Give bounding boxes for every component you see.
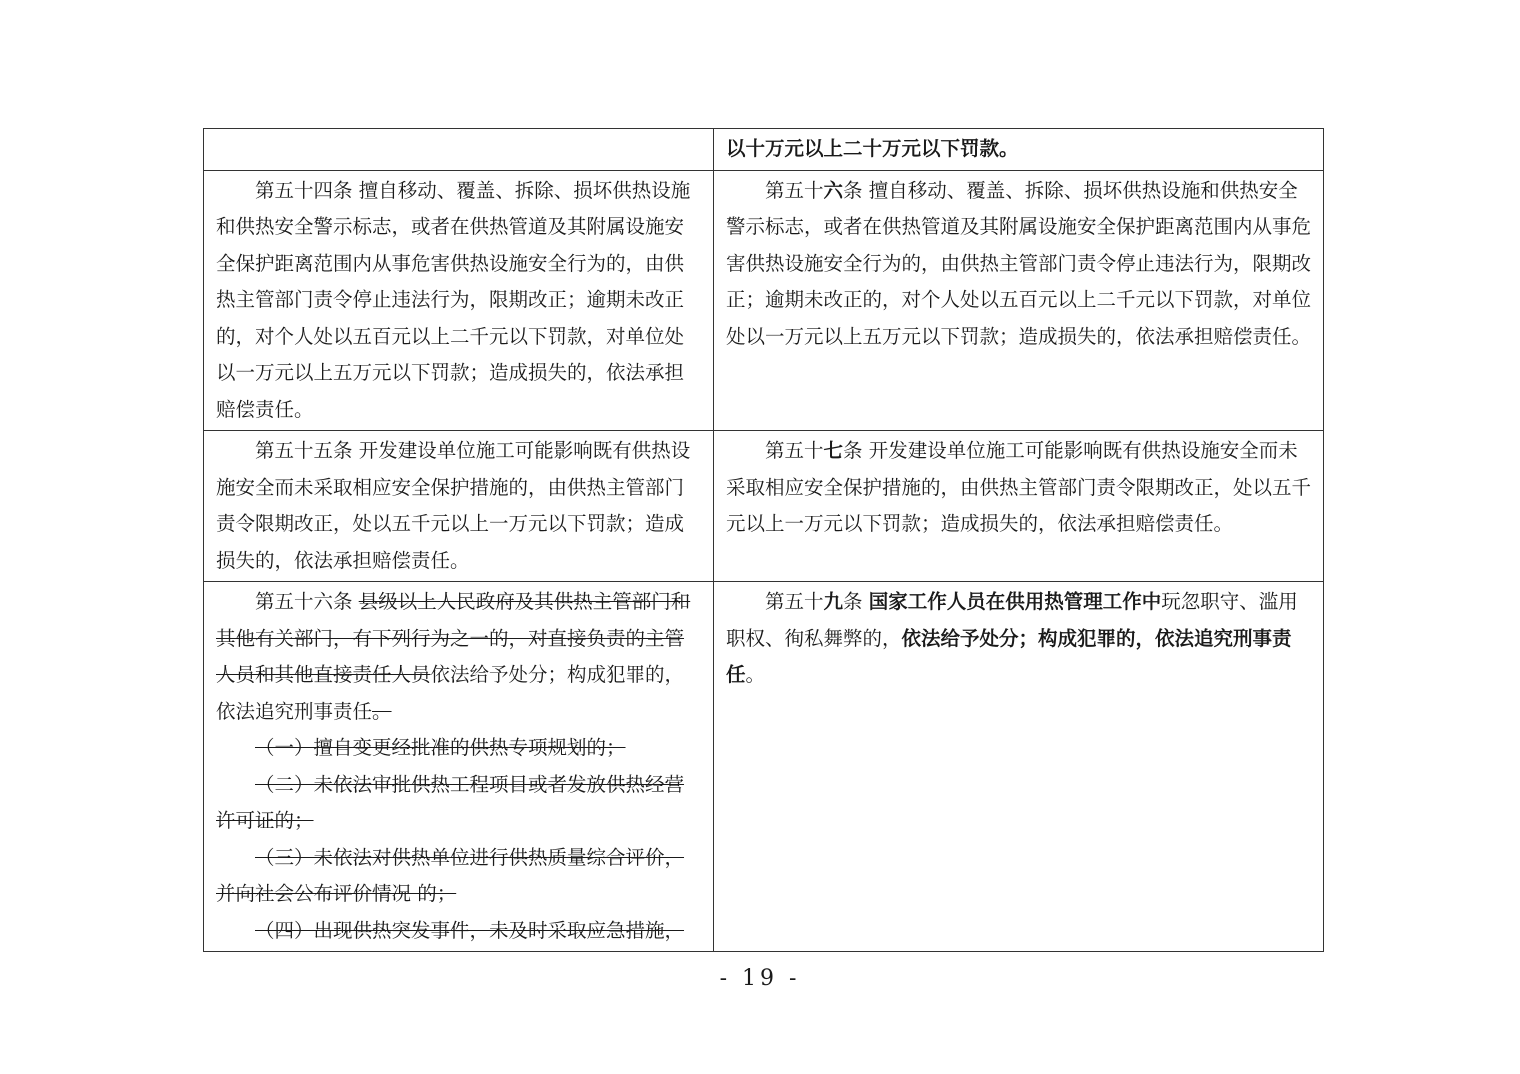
article-prefix: 第五十 xyxy=(765,178,824,202)
article-body: 。 xyxy=(745,663,766,686)
article-body: 条 xyxy=(843,590,869,613)
old-text-cell xyxy=(204,170,714,431)
table-row xyxy=(204,582,1324,952)
new-article-57 xyxy=(726,433,1313,543)
table-row xyxy=(204,170,1324,431)
article-prefix: 第五十 xyxy=(765,590,824,613)
new-article-56 xyxy=(726,173,1313,356)
table-row xyxy=(204,129,1324,171)
article-body: 玩忽职守、滥用职权、徇私舞弊的， xyxy=(726,590,1298,650)
added-text: 依法给予处分；构成犯罪的，依法追究刑事责任 xyxy=(726,626,1292,686)
deleted-item-3: （三）未依法对供热单位进行供热质量综合评价，并向社会公布评价情况 的； xyxy=(216,845,685,905)
article-body: 依法给予处分；构成犯罪的，依法追究刑事责任 xyxy=(216,663,685,723)
new-text-cell xyxy=(714,582,1324,952)
old-text-cell xyxy=(204,582,714,952)
deleted-text: 县级以上人民政府及其供热主管部门和其他有关部门，有下列行为之一的，对直接负责的主管人员和其他直接责任人员 xyxy=(216,590,691,686)
old-article-56 xyxy=(216,584,703,730)
article-prefix: 第五十六条 xyxy=(255,590,359,613)
new-text-cell xyxy=(714,129,1324,171)
comparison-table xyxy=(203,128,1324,952)
article-number-change: 七 xyxy=(823,439,844,462)
old-article-55: 第五十五条 开发建设单位施工可能影响既有供热设施安全而未采取相应安全保护措施的，由供热主管部门责令限期改正，处以五千元以上一万元以下罚款；造成损失的，依法承担赔偿责任。 xyxy=(216,439,691,572)
deleted-item-2: （二）未依法审批供热工程项目或者发放供热经营许可证的； xyxy=(216,772,685,832)
new-text-cell xyxy=(714,170,1324,431)
article-number-change: 九 xyxy=(823,590,844,613)
deleted-item-4: （四）出现供热突发事件，未及时采取应急措施， xyxy=(255,918,685,942)
table-row xyxy=(204,431,1324,582)
page-number: - 19 - xyxy=(719,966,801,991)
new-text-cell xyxy=(714,431,1324,582)
deleted-text: 。 xyxy=(372,699,392,723)
deleted-item-1: （一）擅自变更经批准的供热专项规划的； xyxy=(255,736,626,759)
old-article-54: 第五十四条 擅自移动、覆盖、拆除、损坏供热设施和供热安全警示标志，或者在供热管道及其附属设施安全保护距离范围内从事危害供热设施安全行为的，由供热主管部门责令停止违法行为，限期改正；逾期未改正的，对个人处以五百元以上二千元以下罚款，对单位处以一万元以上五万元以下罚款；造成损失的，依法承担赔偿责任。 xyxy=(216,178,691,421)
article-body: 条 擅自移动、覆盖、拆除、损坏供热设施和供热安全警示标志，或者在供热管道及其附属设施安全保护距离范围内从事危害供热设施安全行为的，由供热主管部门责令停止违法行为，限期改正；逾期未改正的，对个人处以五百元以上二千元以下罚款，对单位处以一万元以上五万元以下罚款；造成损失的，依法承担赔偿责任。 xyxy=(726,178,1312,348)
old-text-cell xyxy=(204,431,714,582)
article-body: 条 开发建设单位施工可能影响既有供热设施安全而未采取相应安全保护措施的，由供热主管部门责令限期改正，处以五千元以上一万元以下罚款；造成损失的，依法承担赔偿责任。 xyxy=(726,439,1312,535)
new-article-59 xyxy=(726,584,1313,694)
added-text: 国家工作人员在供用热管理工作中 xyxy=(868,590,1162,613)
old-text-cell xyxy=(204,129,714,171)
article-number-change: 六 xyxy=(823,178,844,202)
new-article-text: 以十万元以上二十万元以下罚款。 xyxy=(726,137,1019,160)
article-prefix: 第五十 xyxy=(765,439,824,462)
